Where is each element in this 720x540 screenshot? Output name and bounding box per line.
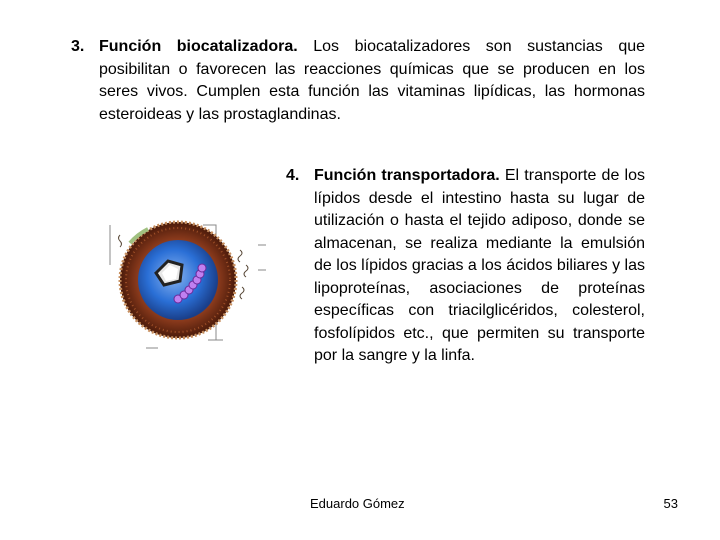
item-heading: Función biocatalizadora. [99,38,298,55]
item-heading: Función transportadora. [314,167,500,184]
list-item-transport [286,165,646,368]
page-number: 53 [663,496,678,511]
item-number: 4. [286,167,300,184]
lipoprotein-diagram-icon [108,195,268,355]
lipoprotein-illustration [108,195,268,355]
item-body: El transporte de los lípidos desde el intestino hasta su lugar de utilización o hasta el tejido adiposo, donde se almacenan, se realiza mediante la emulsión de los lípidos gracias a los ácidos biliares y las lipoproteínas, asociaciones de proteínas específicas con triacilglicéridos, colesterol, fosfolípidos etc., que permiten su transporte por la sangre y la linfa. [314,167,646,364]
item-body: Los biocatalizadores son sustancias que posibilitan o favorecen las reacciones químicas que se producen en los seres vivos. Cumplen esta función las vitaminas lipídicas, las hormonas esteroideas y las prostaglandinas. [99,38,646,123]
item-number: 3. [71,38,85,55]
list-item-biocatalyst [71,36,646,126]
footer-author: Eduardo Gómez [310,496,405,511]
